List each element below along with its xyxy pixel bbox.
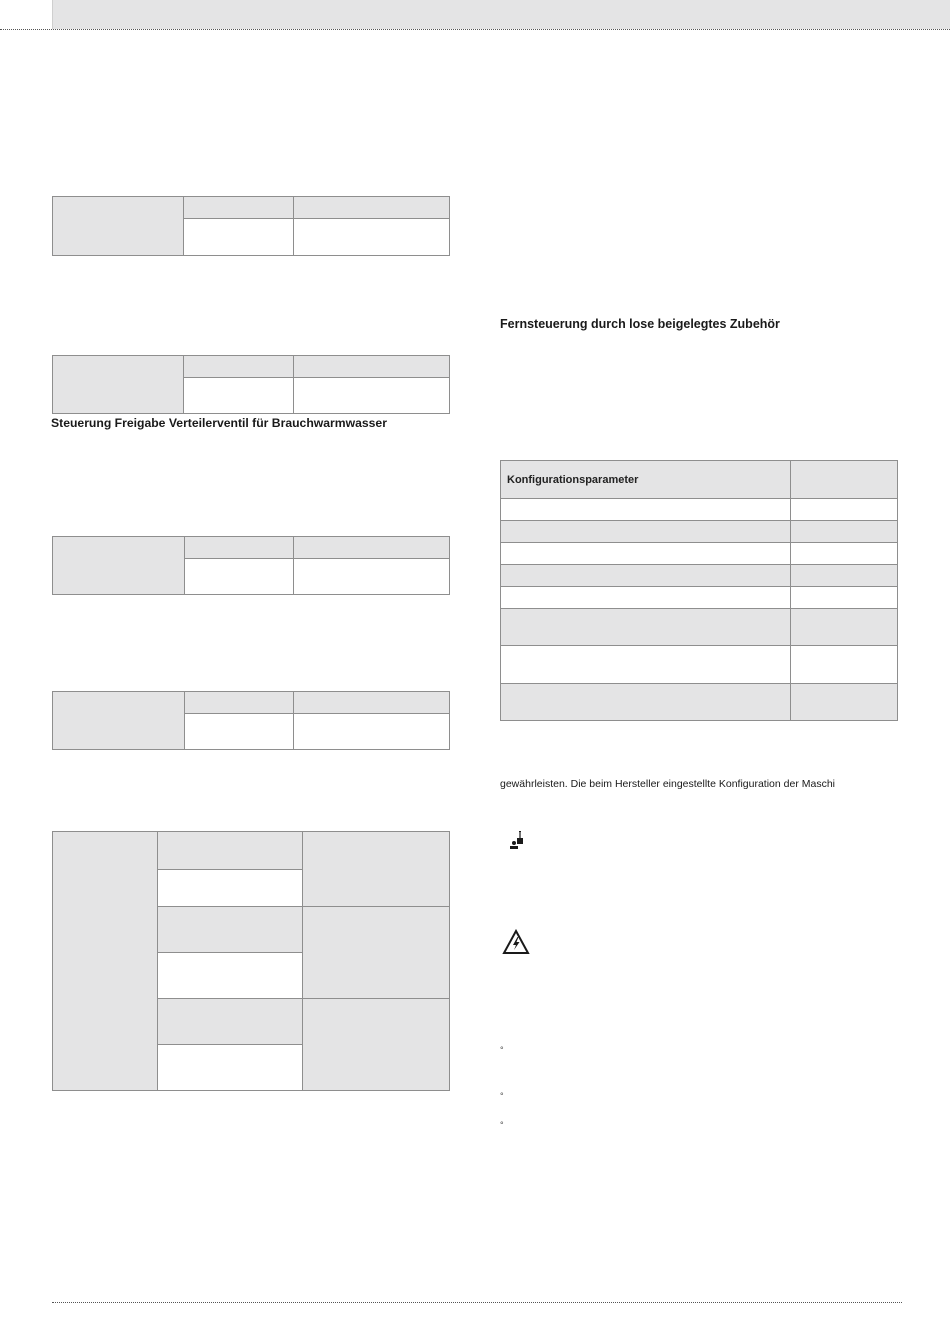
signal-table-4 (52, 691, 450, 750)
config-header-label: Konfigurationsparameter (501, 461, 791, 499)
bullet-marker: ° (500, 1120, 504, 1130)
config-parameter-table (500, 460, 898, 721)
signal-table-2 (52, 355, 450, 414)
top-dotted-divider (0, 29, 950, 30)
heading-fernsteuerung: Fernsteuerung durch lose beigelegtes Zubehör (500, 317, 780, 331)
bullet-marker: ° (500, 1091, 504, 1101)
large-signal-table (52, 831, 450, 1091)
heading-verteilerventil: Steuerung Freigabe Verteilerventil für Brauchwarmwasser (51, 416, 387, 430)
bottom-dotted-divider (52, 1302, 902, 1303)
signal-table-3 (52, 536, 450, 595)
signal-table-1 (52, 196, 450, 256)
hand-icon (506, 829, 528, 851)
header-bar (52, 0, 950, 29)
electric-warning-icon (502, 929, 530, 955)
paragraph-fragment: gewährleisten. Die beim Hersteller eingestellte Konfiguration der Maschi (500, 778, 836, 790)
bullet-marker: ° (500, 1045, 504, 1055)
